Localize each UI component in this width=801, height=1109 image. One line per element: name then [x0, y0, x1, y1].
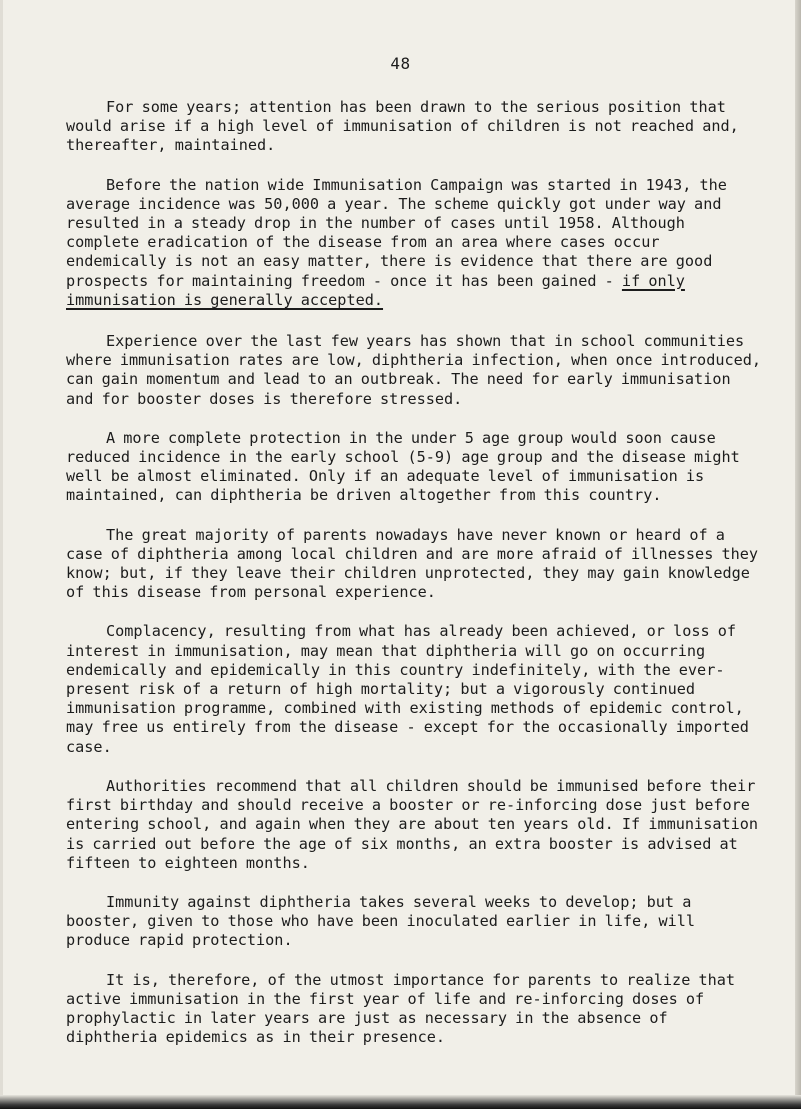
paragraph-complacency: Complacency, resulting from what has already been achieved, or loss of interest in immunisation, may mean that diphtheria will go on occurring endemically and epidemically in this country indefinitely, with the ever-present risk of a return of high mortality; but a vigorously continued immunisation programme, combined with existing methods of epidemic control, may free us entirely from the disease - except for the occasionally imported case. [66, 622, 749, 756]
paragraph-campaign-history [66, 176, 766, 310]
paragraph-school-experience: Experience over the last few years has shown that in school communities where immunisation rates are low, diphtheria infection, when once introduced, can gain momentum and lead to an outbreak. The need for early immunisation and for booster doses is therefore stressed. [66, 332, 762, 408]
paragraph-parents-majority: The great majority of parents nowadays have never known or heard of a case of diphtheria among local children and are more afraid of illnesses they know; but, if they leave their children unprotected, they may gain knowledge of this disease from personal experience. [66, 525, 759, 602]
page-edge-right [795, 0, 801, 1109]
paragraph-immunity-booster: Immunity against diphtheria takes several weeks to develop; but a booster, given to those who have been inoculated earlier in life, will produce rapid protection. [66, 892, 696, 950]
paragraph-campaign-text: Before the nation wide Immunisation Campaign was started in 1943, the average incidence was 50,000 a year. The scheme quickly got under way and resulted in a steady drop in the number of cases until 1958. Although complete eradication of the disease from an area where cases occur endemically is not an easy matter, there is evidence that there are good prospects for maintaining freedom - once it has been gained - [66, 175, 727, 290]
page-bottom-edge [0, 1095, 801, 1109]
paragraph-recommendations: Authorities recommend that all children should be immunised before their first birthday and should receive a booster or re-inforcing dose just before entering school, and again when they are about ten years old. If immunisation is carried out before the age of six months, an extra booster is advised at fifteen to eighteen months. [66, 776, 759, 872]
paragraph-conclusion: It is, therefore, of the utmost importance for parents to realize that active immunisation in the first year of life and re-inforcing doses of prophylactic in later years are just as necessary in the absence of diphtheria epidemics as in their presence. [66, 970, 736, 1047]
paragraph-under-five-protection: A more complete protection in the under 5 age group would soon cause reduced incidence in the early school (5-9) age group and the disease might well be almost eliminated. Only if an adequate level of immunisation is maintained, can diphtheria be driven altogether from this country. [66, 428, 740, 505]
page-number: 48 [390, 54, 411, 73]
document-body [66, 98, 766, 1067]
page-edge-left [0, 0, 3, 1109]
underlined-emphasis: if only immunisation is generally accepted. [66, 271, 685, 309]
paragraph-intro: For some years; attention has been drawn to the serious position that would arise if a high level of immunisation of children is not reached and, thereafter, maintained. [66, 98, 739, 155]
